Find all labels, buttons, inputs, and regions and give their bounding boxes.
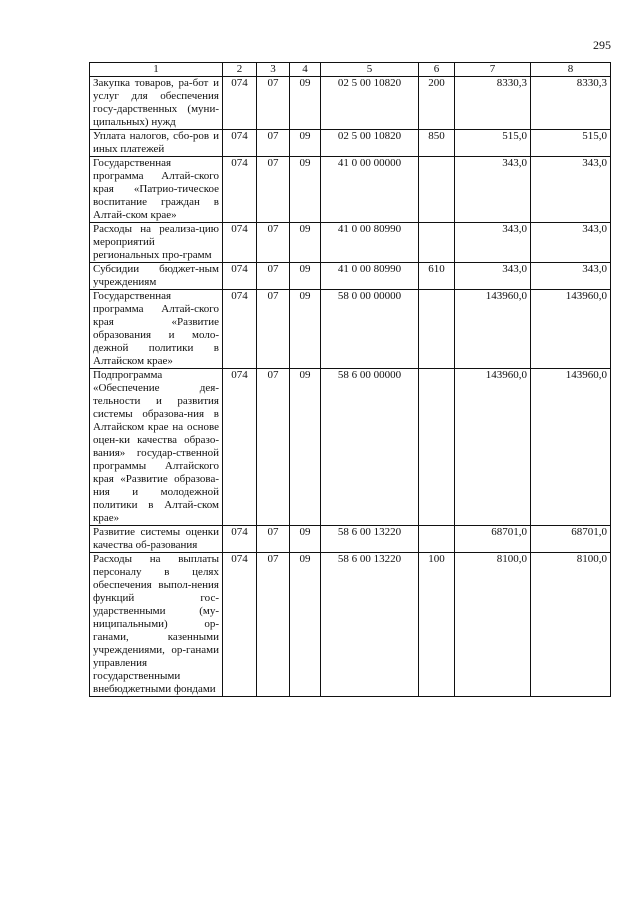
subsection-cell: 09	[290, 157, 321, 223]
amount-total-cell: 343,0	[531, 263, 611, 290]
code-cell: 074	[223, 223, 257, 263]
column-header: 7	[455, 63, 531, 77]
column-header: 4	[290, 63, 321, 77]
code-cell: 074	[223, 130, 257, 157]
expense-type-cell: 850	[419, 130, 455, 157]
page-number: 295	[593, 38, 611, 52]
target-article-cell: 41 0 00 80990	[321, 223, 419, 263]
amount-total-cell: 343,0	[531, 157, 611, 223]
section-cell: 07	[257, 290, 290, 369]
amount-total-cell: 515,0	[531, 130, 611, 157]
section-cell: 07	[257, 157, 290, 223]
subsection-cell: 09	[290, 369, 321, 526]
subsection-cell: 09	[290, 553, 321, 697]
amount-total-cell: 68701,0	[531, 526, 611, 553]
section-cell: 07	[257, 77, 290, 130]
amount-total-cell: 143960,0	[531, 369, 611, 526]
table-header-row	[90, 63, 611, 77]
table-row	[90, 526, 611, 553]
target-article-cell: 41 0 00 80990	[321, 263, 419, 290]
expense-type-cell: 610	[419, 263, 455, 290]
section-cell: 07	[257, 130, 290, 157]
amount-total-cell: 8100,0	[531, 553, 611, 697]
expense-type-cell: 200	[419, 77, 455, 130]
target-article-cell: 02 5 00 10820	[321, 130, 419, 157]
amount-cell: 143960,0	[455, 290, 531, 369]
code-cell: 074	[223, 553, 257, 697]
table-row	[90, 130, 611, 157]
expense-type-cell: 100	[419, 553, 455, 697]
table-row	[90, 77, 611, 130]
amount-total-cell: 8330,3	[531, 77, 611, 130]
expense-type-cell	[419, 290, 455, 369]
expense-type-cell	[419, 223, 455, 263]
column-header: 6	[419, 63, 455, 77]
row-name-cell: Закупка товаров, ра-бот и услуг для обеспечения госу-дарственных (муни-ципальных) нужд	[90, 77, 223, 130]
column-header: 5	[321, 63, 419, 77]
code-cell: 074	[223, 157, 257, 223]
budget-table	[89, 62, 611, 697]
amount-cell: 343,0	[455, 223, 531, 263]
section-cell: 07	[257, 369, 290, 526]
target-article-cell: 58 6 00 13220	[321, 526, 419, 553]
column-header: 3	[257, 63, 290, 77]
column-header: 2	[223, 63, 257, 77]
expense-type-cell	[419, 369, 455, 526]
row-name-cell: Уплата налогов, сбо-ров и иных платежей	[90, 130, 223, 157]
table-row	[90, 369, 611, 526]
amount-cell: 8330,3	[455, 77, 531, 130]
code-cell: 074	[223, 77, 257, 130]
subsection-cell: 09	[290, 290, 321, 369]
target-article-cell: 58 0 00 00000	[321, 290, 419, 369]
code-cell: 074	[223, 263, 257, 290]
section-cell: 07	[257, 263, 290, 290]
table-row	[90, 157, 611, 223]
row-name-cell: Развитие системы оценки качества об-разования	[90, 526, 223, 553]
row-name-cell: Государственная программа Алтай-ского края «Патрио-тическое воспитание граждан в Алтай-ском крае»	[90, 157, 223, 223]
subsection-cell: 09	[290, 526, 321, 553]
column-header: 1	[90, 63, 223, 77]
amount-cell: 515,0	[455, 130, 531, 157]
target-article-cell: 58 6 00 13220	[321, 553, 419, 697]
target-article-cell: 02 5 00 10820	[321, 77, 419, 130]
section-cell: 07	[257, 553, 290, 697]
amount-total-cell: 343,0	[531, 223, 611, 263]
amount-cell: 343,0	[455, 157, 531, 223]
expense-type-cell	[419, 157, 455, 223]
target-article-cell: 41 0 00 00000	[321, 157, 419, 223]
table-row	[90, 553, 611, 697]
row-name-cell: Подпрограмма «Обеспечение дея-тельности и развития системы образова-ния в Алтайском крае на основе оцен-ки качества образо-вания» государ-ственной программы Алтайского края «Развитие образова-ния и молодежной политики в Алтай-ском крае»	[90, 369, 223, 526]
code-cell: 074	[223, 369, 257, 526]
row-name-cell: Государственная программа Алтай-ского края «Развитие образования и моло-дежной политики в Алтайском крае»	[90, 290, 223, 369]
table-row	[90, 263, 611, 290]
amount-cell: 8100,0	[455, 553, 531, 697]
table-row	[90, 290, 611, 369]
amount-cell: 143960,0	[455, 369, 531, 526]
subsection-cell: 09	[290, 77, 321, 130]
row-name-cell: Расходы на выплаты персоналу в целях обеспечения выпол-нения функций гос-ударственными (му-ниципальными) ор-ганами, казенными учреждениями, ор-ганами управления государственными внебюджетными фондами	[90, 553, 223, 697]
row-name-cell: Субсидии бюджет-ным учреждениям	[90, 263, 223, 290]
amount-total-cell: 143960,0	[531, 290, 611, 369]
code-cell: 074	[223, 526, 257, 553]
expense-type-cell	[419, 526, 455, 553]
subsection-cell: 09	[290, 130, 321, 157]
subsection-cell: 09	[290, 263, 321, 290]
subsection-cell: 09	[290, 223, 321, 263]
column-header: 8	[531, 63, 611, 77]
table-row	[90, 223, 611, 263]
target-article-cell: 58 6 00 00000	[321, 369, 419, 526]
amount-cell: 343,0	[455, 263, 531, 290]
section-cell: 07	[257, 526, 290, 553]
row-name-cell: Расходы на реализа-цию мероприятий региональных про-грамм	[90, 223, 223, 263]
code-cell: 074	[223, 290, 257, 369]
amount-cell: 68701,0	[455, 526, 531, 553]
section-cell: 07	[257, 223, 290, 263]
